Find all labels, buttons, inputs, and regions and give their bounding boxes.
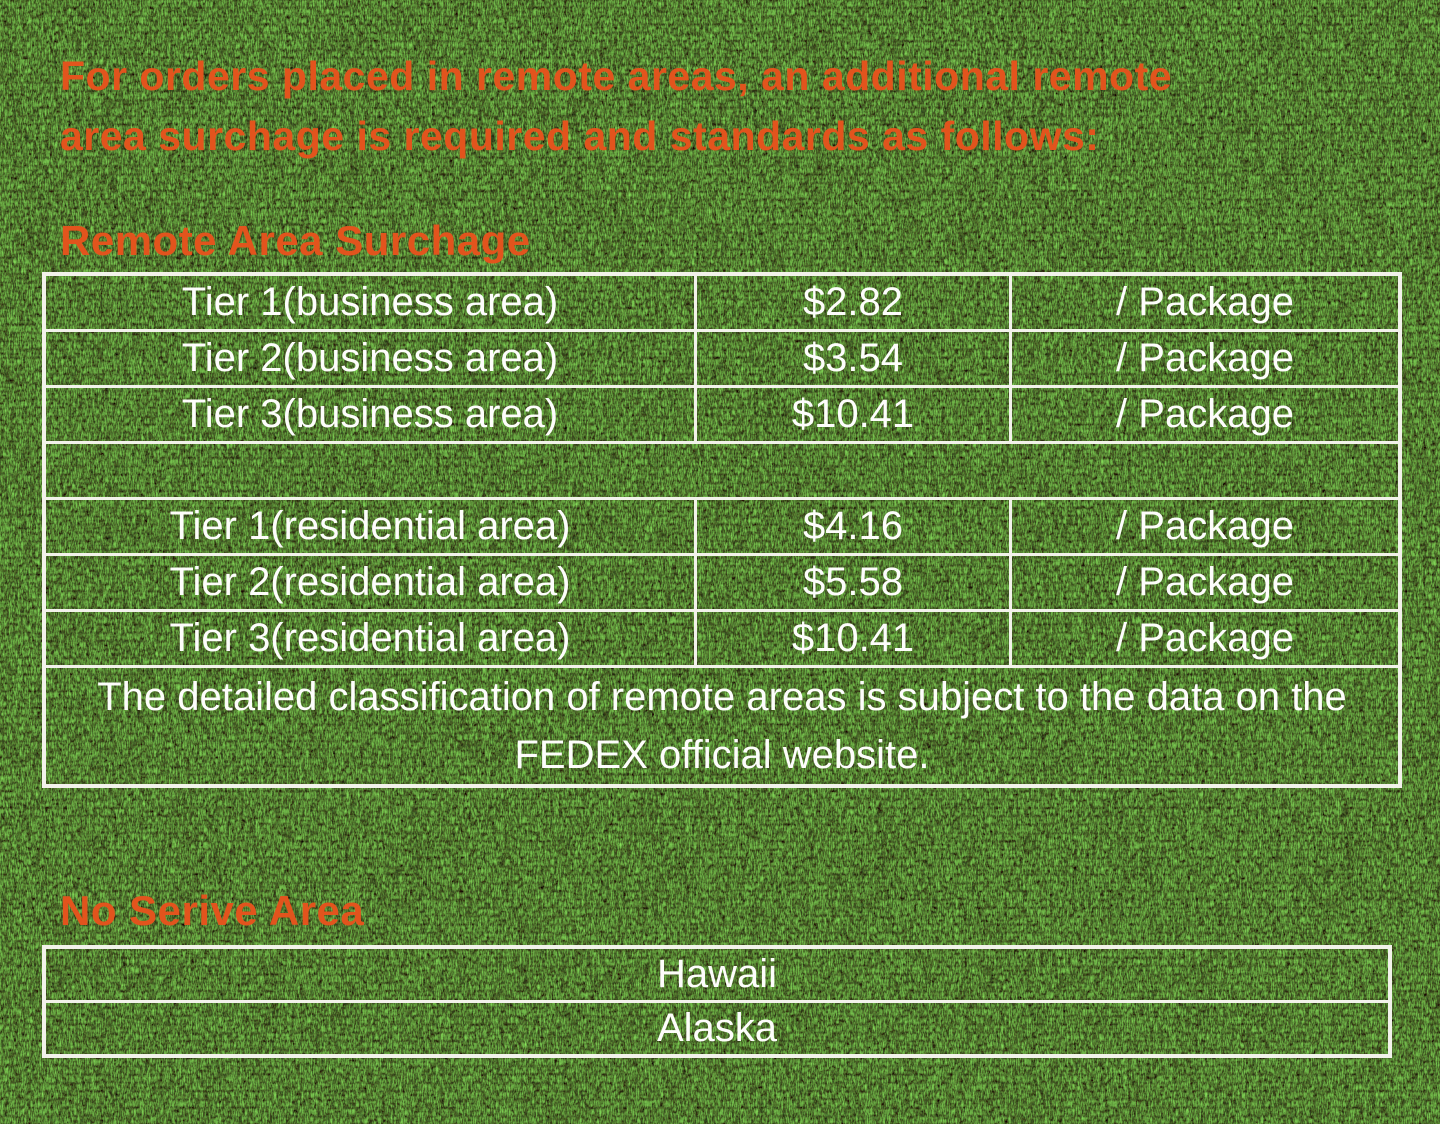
spacer-cell (44, 443, 1400, 499)
unit-cell: / Package (1011, 555, 1401, 611)
price-cell: $3.54 (696, 331, 1011, 387)
price-cell: $2.82 (696, 274, 1011, 331)
tier-cell: Tier 1(residential area) (44, 499, 696, 555)
note-row (44, 667, 1400, 787)
tier-cell: Tier 2(residential area) (44, 555, 696, 611)
tier-cell: Tier 2(business area) (44, 331, 696, 387)
intro-text (60, 46, 1172, 166)
intro-line-2: area surchage is required and standards as follows: (60, 113, 1100, 159)
table-row (44, 555, 1400, 611)
tier-cell: Tier 1(business area) (44, 274, 696, 331)
table-row (44, 499, 1400, 555)
table-row (44, 331, 1400, 387)
table-row (44, 611, 1400, 667)
spacer-row (44, 443, 1400, 499)
surcharge-section-title: Remote Area Surchage (60, 217, 531, 264)
unit-cell: / Package (1011, 611, 1401, 667)
area-cell: Alaska (44, 1002, 1390, 1057)
area-cell: Hawaii (44, 947, 1390, 1002)
surcharge-table (42, 272, 1402, 788)
no-serve-section-title: No Serive Area (60, 887, 365, 934)
unit-cell: / Package (1011, 331, 1401, 387)
price-cell: $10.41 (696, 611, 1011, 667)
table-row (44, 274, 1400, 331)
intro-line-1: For orders placed in remote areas, an additional remote (60, 53, 1173, 99)
tier-cell: Tier 3(business area) (44, 387, 696, 443)
price-cell: $4.16 (696, 499, 1011, 555)
price-cell: $5.58 (696, 555, 1011, 611)
classification-note: The detailed classification of remote areas is subject to the data on the FEDEX official website. (44, 667, 1400, 787)
no-serve-table (42, 945, 1392, 1058)
tier-cell: Tier 3(residential area) (44, 611, 696, 667)
table-row (44, 387, 1400, 443)
unit-cell: / Package (1011, 274, 1401, 331)
unit-cell: / Package (1011, 499, 1401, 555)
price-cell: $10.41 (696, 387, 1011, 443)
table-row (44, 1002, 1390, 1057)
unit-cell: / Package (1011, 387, 1401, 443)
table-row (44, 947, 1390, 1002)
